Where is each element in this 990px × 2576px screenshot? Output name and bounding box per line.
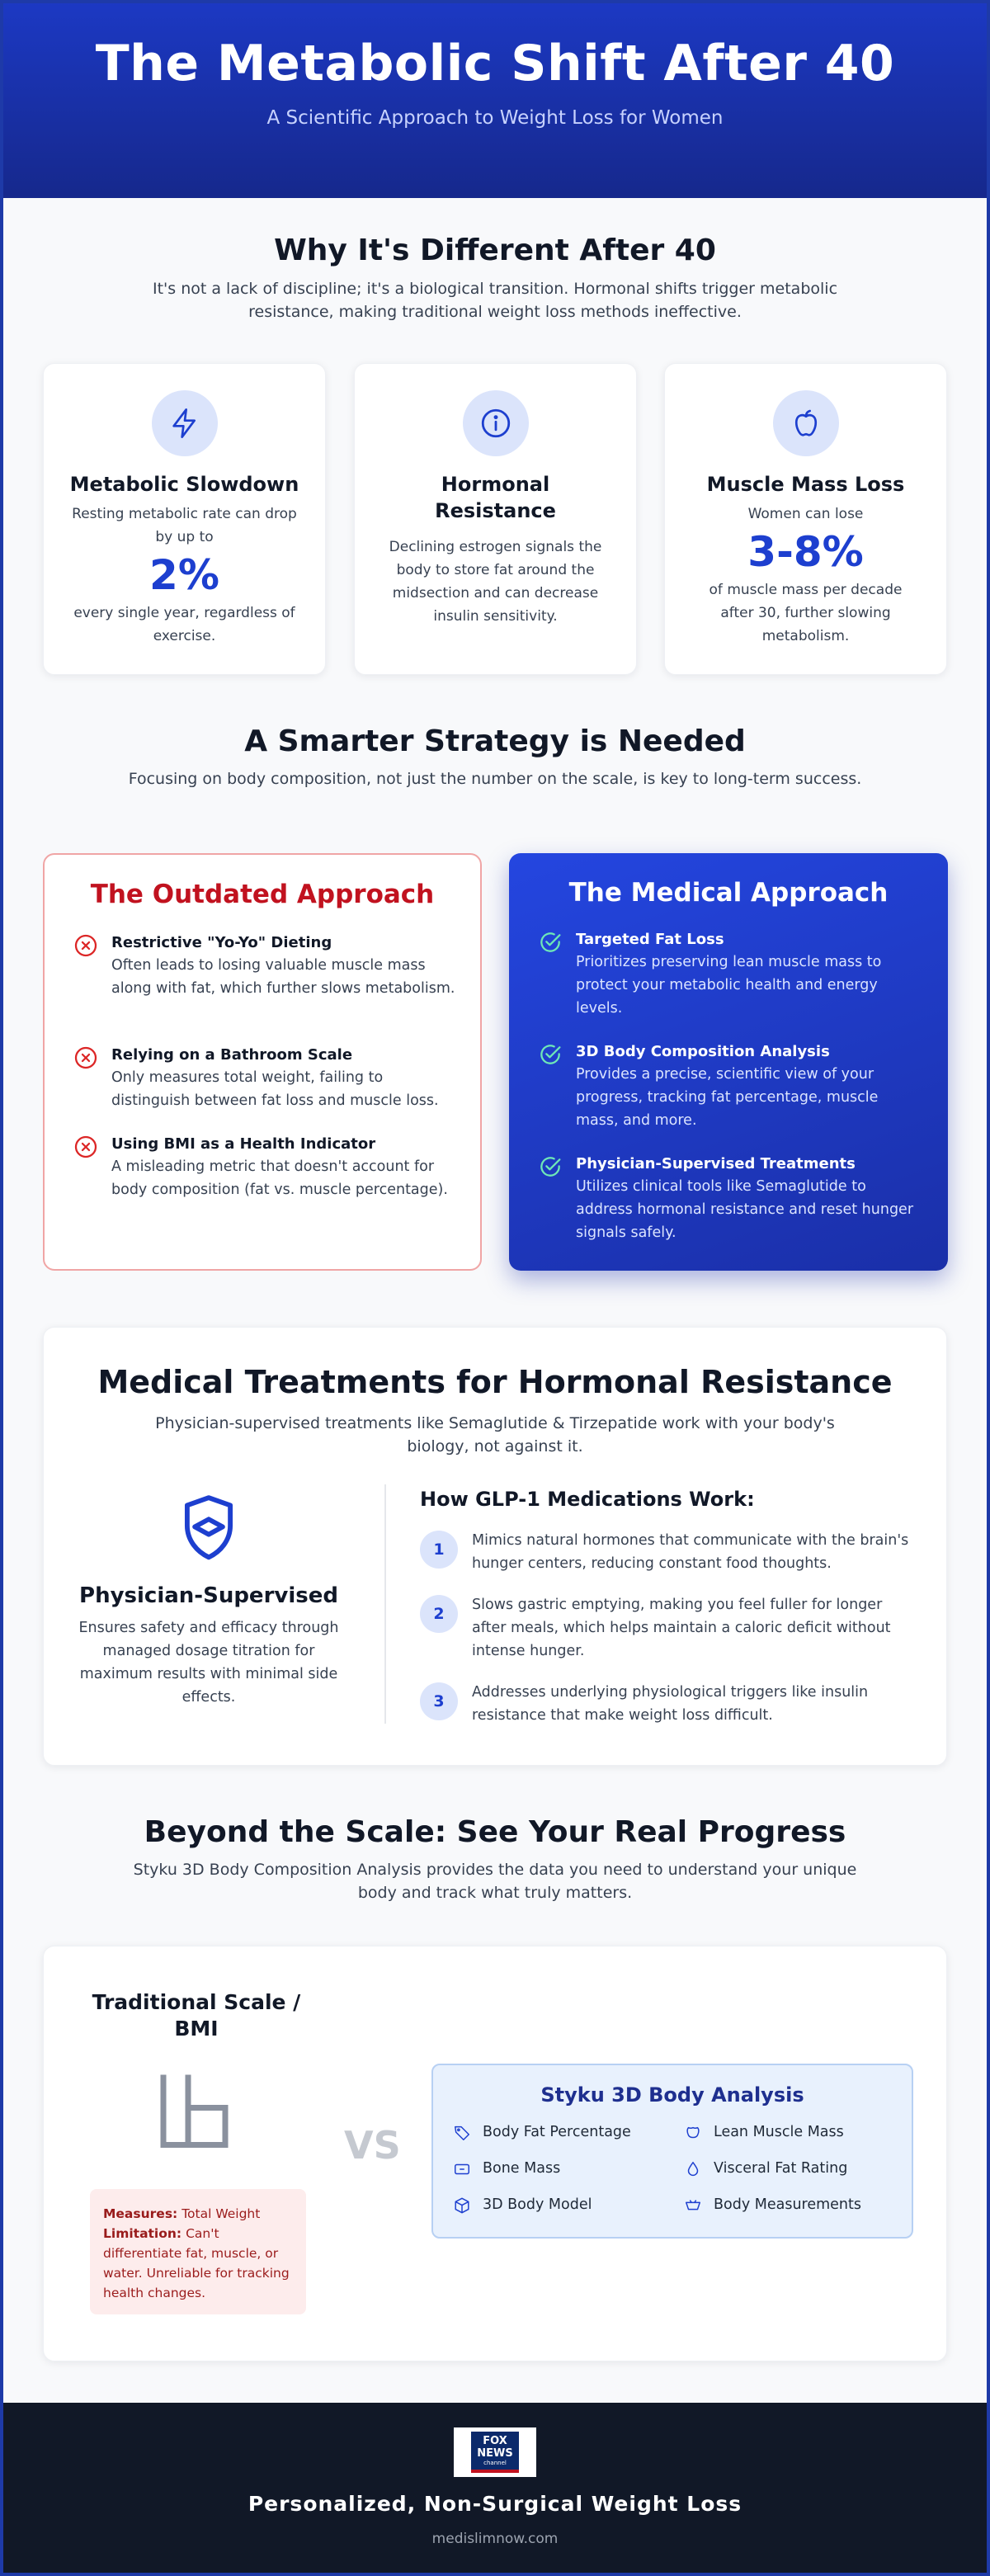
list-item <box>420 1529 915 1575</box>
hero-banner <box>0 0 990 198</box>
item-desc: Provides a precise, scientific view of your progress, tracking fat percentage, muscle mass, and more. <box>576 1066 879 1129</box>
measures-value: Total Weight <box>182 2206 261 2221</box>
feature-item <box>453 2121 631 2143</box>
beyond-title: Beyond the Scale: See Your Real Progress <box>144 1815 846 1849</box>
treatments-card <box>43 1327 947 1766</box>
medical-item <box>537 1041 925 1132</box>
glp1-title: How GLP-1 Medications Work: <box>420 1488 755 1511</box>
footer-url[interactable]: medislimnow.com <box>431 2531 559 2547</box>
divider <box>384 1484 386 1724</box>
outdated-item <box>73 932 460 1000</box>
list-item <box>420 1593 915 1663</box>
page-subtitle: A Scientific Approach to Weight Loss for Women <box>266 107 724 129</box>
treatments-subtitle: Physician-supervised treatments like Semaglutide & Tirzepatide work with your body's biology, not against it. <box>155 1414 835 1455</box>
styku-panel <box>431 2064 913 2239</box>
tag-icon <box>453 2124 471 2142</box>
feature-label: Body Measurements <box>714 2196 861 2213</box>
muscle-icon <box>684 2124 702 2142</box>
check-circle-icon <box>537 1154 563 1180</box>
feature-label: Body Fat Percentage <box>483 2124 631 2140</box>
scale-icon <box>147 2060 246 2159</box>
vs-label: VS <box>344 2123 401 2168</box>
strategy-title: A Smarter Strategy is Needed <box>244 724 746 758</box>
measures-label: Measures: <box>103 2206 178 2221</box>
outdated-title: The Outdated Approach <box>90 880 435 909</box>
beyond-subtitle: Styku 3D Body Composition Analysis provides the data you need to understand your unique body and track what truly matters. <box>133 1861 857 1902</box>
drop-icon <box>684 2160 702 2178</box>
physician-desc: Ensures safety and efficacy through managed dosage titration for maximum results with minimal side effects. <box>78 1620 339 1706</box>
card-desc-post: every single year, regardless of exercise. <box>73 605 295 644</box>
feature-item <box>684 2194 861 2215</box>
page-title: The Metabolic Shift After 40 <box>95 35 895 92</box>
card-metabolic-slowdown <box>43 363 326 675</box>
feature-item <box>453 2194 592 2215</box>
feature-label: Bone Mass <box>483 2160 561 2177</box>
footer <box>0 2403 990 2576</box>
medical-item <box>537 929 925 1020</box>
item-desc: Utilizes clinical tools like Semaglutide to address hormonal resistance and reset hunger signals safely. <box>576 1178 914 1241</box>
step-number: 3 <box>420 1682 458 1720</box>
item-desc: A misleading metric that doesn't account for body composition (fat vs. muscle percentage). <box>111 1158 448 1198</box>
x-circle-icon <box>73 932 99 959</box>
feature-item <box>453 2158 560 2179</box>
card-stat: 2% <box>149 551 219 599</box>
feature-item <box>684 2158 847 2179</box>
feature-label: 3D Body Model <box>483 2196 592 2213</box>
bone-icon <box>453 2160 471 2178</box>
outdated-item <box>73 1134 460 1201</box>
card-stat: 3-8% <box>747 528 864 576</box>
feature-item <box>684 2121 844 2143</box>
feature-label: Visceral Fat Rating <box>714 2160 848 2177</box>
card-title: Muscle Mass Loss <box>706 473 905 496</box>
medical-item <box>537 1154 925 1244</box>
card-desc: Resting metabolic rate can drop by up to <box>72 506 297 545</box>
card-muscle-mass-loss <box>664 363 947 675</box>
info-icon <box>463 390 529 456</box>
card-title: Metabolic Slowdown <box>69 473 299 496</box>
feature-label: Lean Muscle Mass <box>714 2124 844 2140</box>
step-text: Addresses underlying physiological triggers like insulin resistance that make weight loss difficult. <box>472 1684 869 1724</box>
step-number: 2 <box>420 1595 458 1633</box>
shield-icon <box>178 1493 239 1564</box>
limitation-value: Can't differentiate fat, muscle, or water. Unreliable for tracking health changes. <box>103 2226 290 2300</box>
physician-title: Physician-Supervised <box>79 1583 338 1608</box>
step-text: Slows gastric emptying, making you feel fuller for longer after meals, which helps maintain a caloric deficit without intense hunger. <box>472 1597 891 1659</box>
footer-tagline: Personalized, Non-Surgical Weight Loss <box>248 2492 742 2516</box>
step-text: Mimics natural hormones that communicate with the brain's hunger centers, reducing constant food thoughts. <box>472 1532 909 1572</box>
item-title: 3D Body Composition Analysis <box>576 1043 830 1060</box>
item-desc: Often leads to losing valuable muscle mass along with fat, which further slows metabolism. <box>111 957 455 997</box>
check-circle-icon <box>537 929 563 955</box>
item-title: Targeted Fat Loss <box>576 931 724 948</box>
why-title: Why It's Different After 40 <box>274 234 716 267</box>
logo-line: NEWS <box>477 2446 513 2460</box>
medical-title: The Medical Approach <box>568 878 889 908</box>
lightning-icon <box>152 390 218 456</box>
logo-line: FOX <box>483 2434 507 2447</box>
card-desc: Women can lose <box>747 506 864 522</box>
glp1-steps <box>420 1488 915 1727</box>
traditional-block <box>88 1989 304 2163</box>
card-desc-post: of muscle mass per decade after 30, further slowing metabolism. <box>709 582 903 644</box>
treatments-title: Medical Treatments for Hormonal Resistance <box>97 1364 893 1400</box>
item-title: Physician-Supervised Treatments <box>576 1155 856 1172</box>
item-desc: Only measures total weight, failing to distinguish between fat loss and muscle loss. <box>111 1069 439 1109</box>
styku-title: Styku 3D Body Analysis <box>540 2083 804 2107</box>
tape-icon <box>684 2196 702 2215</box>
traditional-limitations <box>90 2189 306 2314</box>
check-circle-icon <box>537 1041 563 1068</box>
why-subtitle: It's not a lack of discipline; it's a biological transition. Hormonal shifts trigger metabolic resistance, making traditional weight loss methods ineffective. <box>152 280 838 321</box>
item-title: Relying on a Bathroom Scale <box>111 1046 353 1064</box>
card-hormonal-resistance <box>354 363 637 675</box>
medical-approach-panel <box>509 853 948 1271</box>
item-desc: Prioritizes preserving lean muscle mass to protect your metabolic health and energy levels. <box>576 954 882 1017</box>
item-title: Restrictive "Yo-Yo" Dieting <box>111 934 332 951</box>
cube-icon <box>453 2196 471 2215</box>
fox-news-logo <box>454 2427 536 2477</box>
apple-icon <box>773 390 839 456</box>
comparison-card <box>43 1946 947 2361</box>
item-title: Using BMI as a Health Indicator <box>111 1135 376 1153</box>
limitation-label: Limitation: <box>103 2226 182 2241</box>
logo-line: channel <box>483 2459 507 2466</box>
list-item <box>420 1681 915 1727</box>
card-desc: Declining estrogen signals the body to store fat around the midsection and can decrease insulin sensitivity. <box>389 539 602 625</box>
card-title: Hormonal Resistance <box>435 473 556 522</box>
step-number: 1 <box>420 1531 458 1569</box>
traditional-title: Traditional Scale / BMI <box>92 1990 301 2041</box>
x-circle-icon <box>73 1134 99 1160</box>
strategy-subtitle: Focusing on body composition, not just the number on the scale, is key to long-term success. <box>128 770 862 788</box>
outdated-approach-panel <box>43 853 482 1271</box>
physician-supervised-block <box>77 1493 341 1709</box>
x-circle-icon <box>73 1045 99 1071</box>
outdated-item <box>73 1045 460 1112</box>
